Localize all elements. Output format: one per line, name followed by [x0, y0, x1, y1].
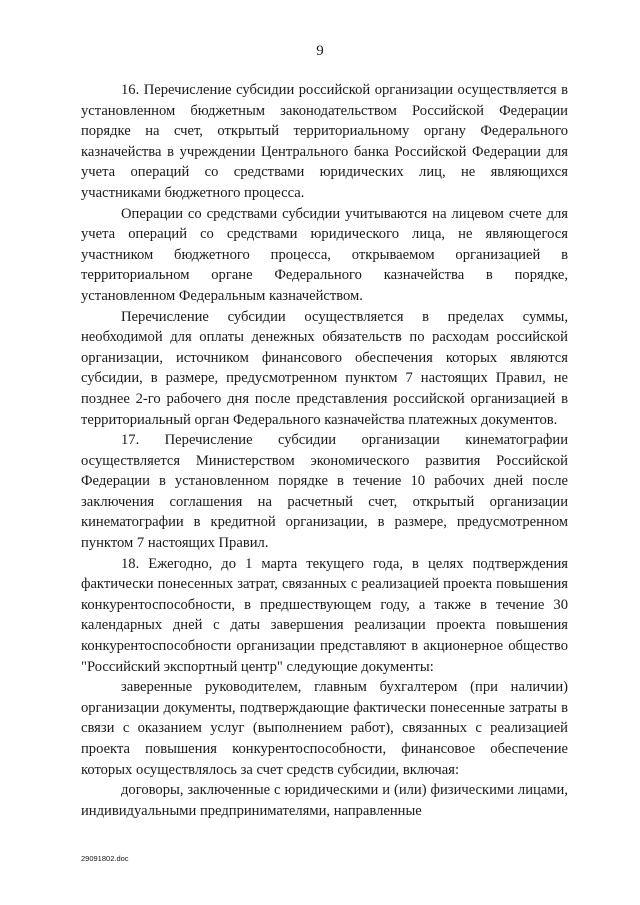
paragraph-18: 18. Ежегодно, до 1 марта текущего года, в целях подтверждения фактически понесенных затрат, связанных с реализацией проекта повышения конкурентоспособности, в предшествующем году, а также в течение 30 календарных дней с даты завершения реализации проекта повышения конкурентоспособности организации представляют в акционерное общество "Российский экспортный центр" следующие документы: — [81, 555, 568, 675]
paragraph-certified-documents: заверенные руководителем, главным бухгалтером (при наличии) организации документы, подтверждающие фактически понесенные затраты в связи с оказанием услуг (выполнением работ), связанных с реализацией проекта повышения конкурентоспособности, финансовое обеспечение которых осуществлялось за счет средств субсидии, включая: — [81, 679, 568, 778]
paragraph-operations: Операции со средствами субсидии учитываются на лицевом счете для учета операций со средствами юридического лица, не являющегося участником бюджетного процесса, открываемом организацией в территориальном органе Федерального казначейства в порядке, установленном Федеральным казначейством. — [81, 205, 568, 304]
document-body — [81, 80, 568, 821]
paragraph-contracts: договоры, заключенные с юридическими и (или) физическими лицами, индивидуальными предпринимателями, направленные — [81, 782, 568, 819]
paragraph-16: 16. Перечисление субсидии российской организации осуществляется в установленном бюджетным законодательством Российской Федерации порядке на счет, открытый территориальному органу Федерального казначейства в учреждении Центрального банка Российской Федерации для учета операций со средствами юридических лиц, не являющихся участниками бюджетного процесса. — [81, 82, 568, 201]
page-number: 9 — [316, 43, 324, 59]
paragraph-transfer: Перечисление субсидии осуществляется в пределах суммы, необходимой для оплаты денежных обязательств по расходам российской организации, источником финансового обеспечения которых являются субсидии, в размере, предусмотренном пунктом 7 настоящих Правил, не позднее 2-го рабочего дня после представления российской организацией в территориальный орган Федерального казначейства платежных документов. — [81, 308, 568, 428]
file-name-footer: 29091802.doc — [81, 854, 129, 863]
paragraph-17: 17. Перечисление субсидии организации кинематографии осуществляется Министерством экономического развития Российской Федерации в установленном порядке в течение 10 рабочих дней после заключения соглашения на расчетный счет, открытый организации кинематографии в кредитной организации, в размере, предусмотренном пунктом 7 настоящих Правил. — [81, 432, 568, 552]
